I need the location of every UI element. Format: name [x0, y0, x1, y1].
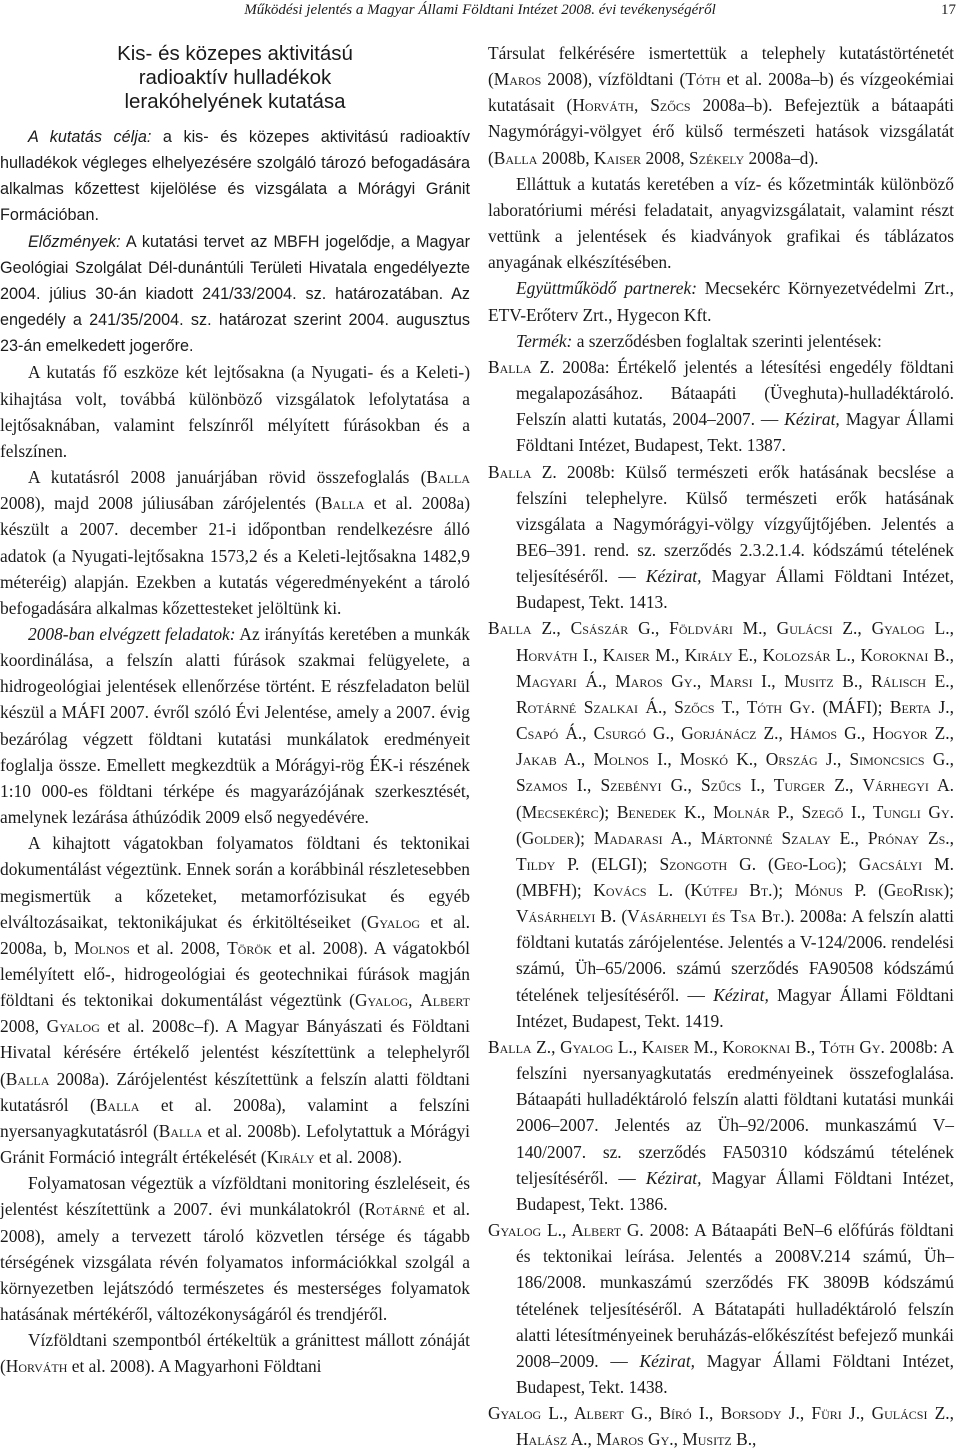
prior-paragraph [0, 229, 470, 360]
citation: Török [227, 937, 272, 958]
reference-entry: Balla Z. 2008b: Külső természeti erők hatásának becslése a felszíni telephelyre. Külső természeti erők hatásának vizsgálata a Nagymórágyi-völgy vízgyűjtőjében. Jelentés a BE6–391. rend. sz. szerződés 2.3.2.1.4. kódszámú tételének teljesítéséről. — Kézirat, Magyar Állami Földtani Intézet, Budapest, Tekt. 1413. [488, 461, 954, 613]
citation: Balla [158, 1120, 203, 1141]
tasks-lead: 2008-ban elvégzett feladatok: [28, 623, 236, 644]
partners-paragraph [488, 275, 954, 327]
section-title-line: radioaktív hulladékok [138, 66, 332, 89]
partners-text: Mecsekérc Környezetvédelmi Zrt., ETV-Erőterv Zrt., Hygecon Kft. [488, 278, 954, 325]
citation: Gyalog [366, 911, 421, 932]
body-paragraph: Folyamatosan végeztük a vízföldtani monitoring észleléseit, és jelentést készítettünk a 2007. évi munkálatokról (Rotárné et al. 2008), amely a tervezett tároló közvetlen térsége és tágabb térségének vizsgálata révén folyamatos információkkal szolgál a környezetben lejátszódó természetes és mesterséges folyamatok hatásának mértékéről, változékonyságáról és trendjéről. [0, 1173, 470, 1325]
citation: Balla [426, 467, 470, 488]
partners-lead: Együttműködő partnerek: [516, 278, 697, 299]
reports-lead: Termék: [516, 330, 573, 351]
reference-entry: Balla Z., Császár G., Földvári M., Gulácsi Z., Gyalog L., Horváth I., Kaiser M., Király E., Kolozsár L., Koroknai B., Magyari Á., Maros Gy., Marsi I., Musitz B., Rálisch E., Rotárné Szalkai Á., Szőcs T., Tóth Gy. (MÁFI); Berta J., Csapó Á., Csurgó G., Gorjánácz Z., Hámos G., Hogyor Z., Jakab A., Molnos I., Moskó K., Ország J., Simoncsics G., Szamos I., Szebényi G., Szűcs I., Turger Z., Várhegyi A. (Mecsekérc); Benedek K., Molnár P., Szegő I., Tungli Gy. (Golder); Madarasi A., Mártonné Szalay E., Prónay Zs., Tildy P. (ELGI); Szongoth G. (Geo-Log); Gacsályi M. (MBFH); Kovács L. (Kútfej Bt.); Mónus P. (GeoRisk); Vásárhelyi B. (Vásárhelyi és Tsa Bt.). 2008a: A felszín alatti földtani kutatás zárójelentése. Jelentés a V-124/2006. rendelési számú, Üh–65/2006. számú szerződés FA90508 kódszámú tételének teljesítéséről. — Kézirat, Magyar Állami Földtani Intézet, Budapest, Tekt. 1419. [488, 618, 954, 1031]
section-title-line: lerakóhelyének kutatása [124, 90, 346, 113]
body-paragraph: A kutatás fő eszköze két lejtősakna (a Nyugati- és a Keleti-) kihajtása volt, továbbá különböző vizsgálatok lefolytatása a lejtősaknában, valamint felszínről mélyített fúrásokban és a felszínen. [0, 362, 470, 461]
citation: Tóth [685, 69, 721, 90]
citation: Balla [493, 147, 538, 168]
citation: Szőcs [650, 95, 691, 116]
citation: Maros [493, 69, 542, 90]
reference-entry: Balla Z., Gyalog L., Kaiser M., Koroknai B., Tóth Gy. 2008b: A felszíni nyersanyagkutatás eredményeinek összefoglalása. Bátaapáti hulladéktároló felszín alatti földtani kutatási munkái 2006–2007. Jelentés az Üh–92/2006. munkaszámú V–140/2007. sz. szerződés FA50310 kódszámú tételének teljesítéséről. — Kézirat, Magyar Állami Földtani Intézet, Budapest, Tekt. 1386. [488, 1036, 954, 1214]
tasks-text: Az irányítás keretében a munkák koordinálása, a felszín alatti fúrások szakmai felügyelete, a hidrogeológiai jelentések ellenőrzése történt. E részfeladaton belül készül a MÁFI 2007. évről szóló Évi Jelentése, amely a 2007. évig bezárólag végzett földtani kutatási munkálatok eredményeit foglalja össze. Emellett megkezdtük a Mórágyi-rög ÉK-i részének 1:10 000-es földtani térképe és magyarázójának szerkesztését, amelynek lezárása áthúzódik 2009 első negyedévére. [0, 623, 470, 828]
body-paragraph: A kutatásról 2008 januárjában rövid összefoglalás (Balla 2008), majd 2008 júliusában zárójelentés (Balla et al. 2008a) készült a 2007. december 21-i időpontban rendelkezésre álló adatok (a Nyugati-lejtősakna 1573,2 és a Keleti-lejtősakna 1482,9 méteréig) alapján. Ezekben a kutatás végeredményeként a tároló befogadására alkalmas kőzettesteket jelöltünk ki. [0, 467, 470, 618]
reference-entry: Balla Z. 2008a: Értékelő jelentés a létesítési engedély földtani megalapozásához. Bátaapáti (Üveghuta)-hulladéktároló. Felszín alatti kutatás, 2004–2007. — Kézirat, Magyar Állami Földtani Intézet, Budapest, Tekt. 1387. [488, 356, 955, 456]
body-paragraph: Társulat felkérésére ismertettük a telephely kutatástörténetét (Maros 2008), vízföldtani (Tóth et al. 2008a–b) és vízgeokémiai kutatásait (Horváth, Szőcs 2008a–b). Befejeztük a bátaapáti Nagymórágyi-völgyet érő külső természeti hatások vizsgálatát (Balla 2008b, Kaiser 2008, Székely 2008a–d). [488, 43, 954, 168]
citation: Horváth [572, 95, 634, 116]
reference-entry: Gyalog L., Albert G., Bíró I., Borsody J., Füri J., Gulácsi Z., Halász A., Maros Gy., Musitz B., [488, 1403, 954, 1450]
running-title: Működési jelentés a Magyar Állami Földtani Intézet 2008. évi tevékenységéről [244, 2, 716, 18]
body-paragraph: A kihajtott vágatokban folyamatos földtani és tektonikai dokumentálást végeztünk. Ennek során a korábbinál részletesebben megismertük a kőzeteket, metamorfózisukat és egyéb elváltozásaikat, tektonikájukat és érkitöltéseiket (Gyalog et al. 2008a, b, Molnos et al. 2008, Török et al. 2008). A vágatokból lemélyített elő-, hidrogeológiai és geotechnikai fúrások magján földtani és tektonikai dokumentálást végeztünk (Gyalog, Albert 2008, Gyalog et al. 2008c–f). A Magyar Bányászati és Földtani Hivatal kérésére értékelő jelentést készítettünk a telephelyről (Balla 2008a). Zárójelentést készítettünk a felszín alatti földtani kutatásról (Balla et al. 2008a), valamint a felszíni nyersanyagkutatásról (Balla et al. 2008b). Lefolytattuk a Mórágyi Gránit Formáció integrált értékelését (Király et al. 2008). [0, 833, 470, 1168]
right-column [488, 40, 955, 1450]
running-header [0, 0, 960, 24]
reference-entry: Gyalog L., Albert G. 2008: A Bátaapáti BeN–6 előfúrás földtani és tektonikai leírása. Jelentés a 2008V.214 számú, Üh–186/2008. munkaszámú szerződés FK 3809B kódszámú tételének teljesítéséről. A Bátatapáti hulladéktároló felszín alatti létesítményeinek beruházás-előkészítést befejező munkái 2008–2009. — Kézirat, Magyar Állami Földtani Intézet, Budapest, Tekt. 1438. [488, 1220, 955, 1397]
tasks-paragraph [0, 621, 470, 830]
prior-text: A kutatási tervet az MBFH jogelődje, a Magyar Geológiai Szolgálat Dél-dunántúli Területi Hivatala engedélyezte 2004. július 30-án kiadott 241/33/2004. sz. határozatában. Az engedély a 241/35/2004. sz. határozat szerint 2004. augusztus 23-án emelkedett jogerőre. [0, 232, 470, 356]
citation: Balla [5, 1068, 50, 1089]
citation: Rotárné [364, 1199, 425, 1220]
aim-paragraph [0, 124, 470, 229]
section-title [0, 42, 470, 114]
citation: Kaiser [593, 147, 642, 168]
reports-paragraph [488, 328, 954, 354]
citation: Gyalog [46, 1016, 100, 1037]
aim-text: a kis- és közepes aktivitású radioaktív hulladékok végleges elhelyezésére szolgáló tározó befogadására alkalmas kőzettest kijelölése és vizsgálata a Mórágyi Gránit Formációban. [0, 128, 470, 225]
page-number: 17 [941, 2, 956, 18]
citation: Balla [95, 1094, 140, 1115]
body-paragraph: Elláttuk a kutatás keretében a víz- és kőzetminták különböző laboratóriumi mérési feladatait, anyagvizsgálatait, valamint részt vettünk a jelentések és kiadványok grafikai és táblázatos anyagának elkészítésében. [488, 173, 954, 273]
citation: Gyalog [354, 990, 409, 1011]
citation: Molnos [74, 937, 130, 958]
citation: Balla [320, 493, 365, 514]
citation: Horváth [5, 1356, 68, 1377]
section-title-line: Kis- és közepes aktivitású [117, 42, 353, 65]
prior-lead: Előzmények: [28, 232, 121, 251]
citation: Székely [688, 147, 745, 168]
left-column [0, 40, 470, 1404]
body-paragraph: Vízföldtani szempontból értékeltük a gránittest mállott zónáját (Horváth et al. 2008). A Magyarhoni Földtani [0, 1330, 470, 1377]
reports-text: a szerződésben foglaltak szerinti jelentések: [572, 330, 882, 351]
citation: Király [266, 1147, 315, 1168]
aim-lead: A kutatás célja: [28, 128, 152, 146]
citation: Albert [420, 990, 470, 1011]
